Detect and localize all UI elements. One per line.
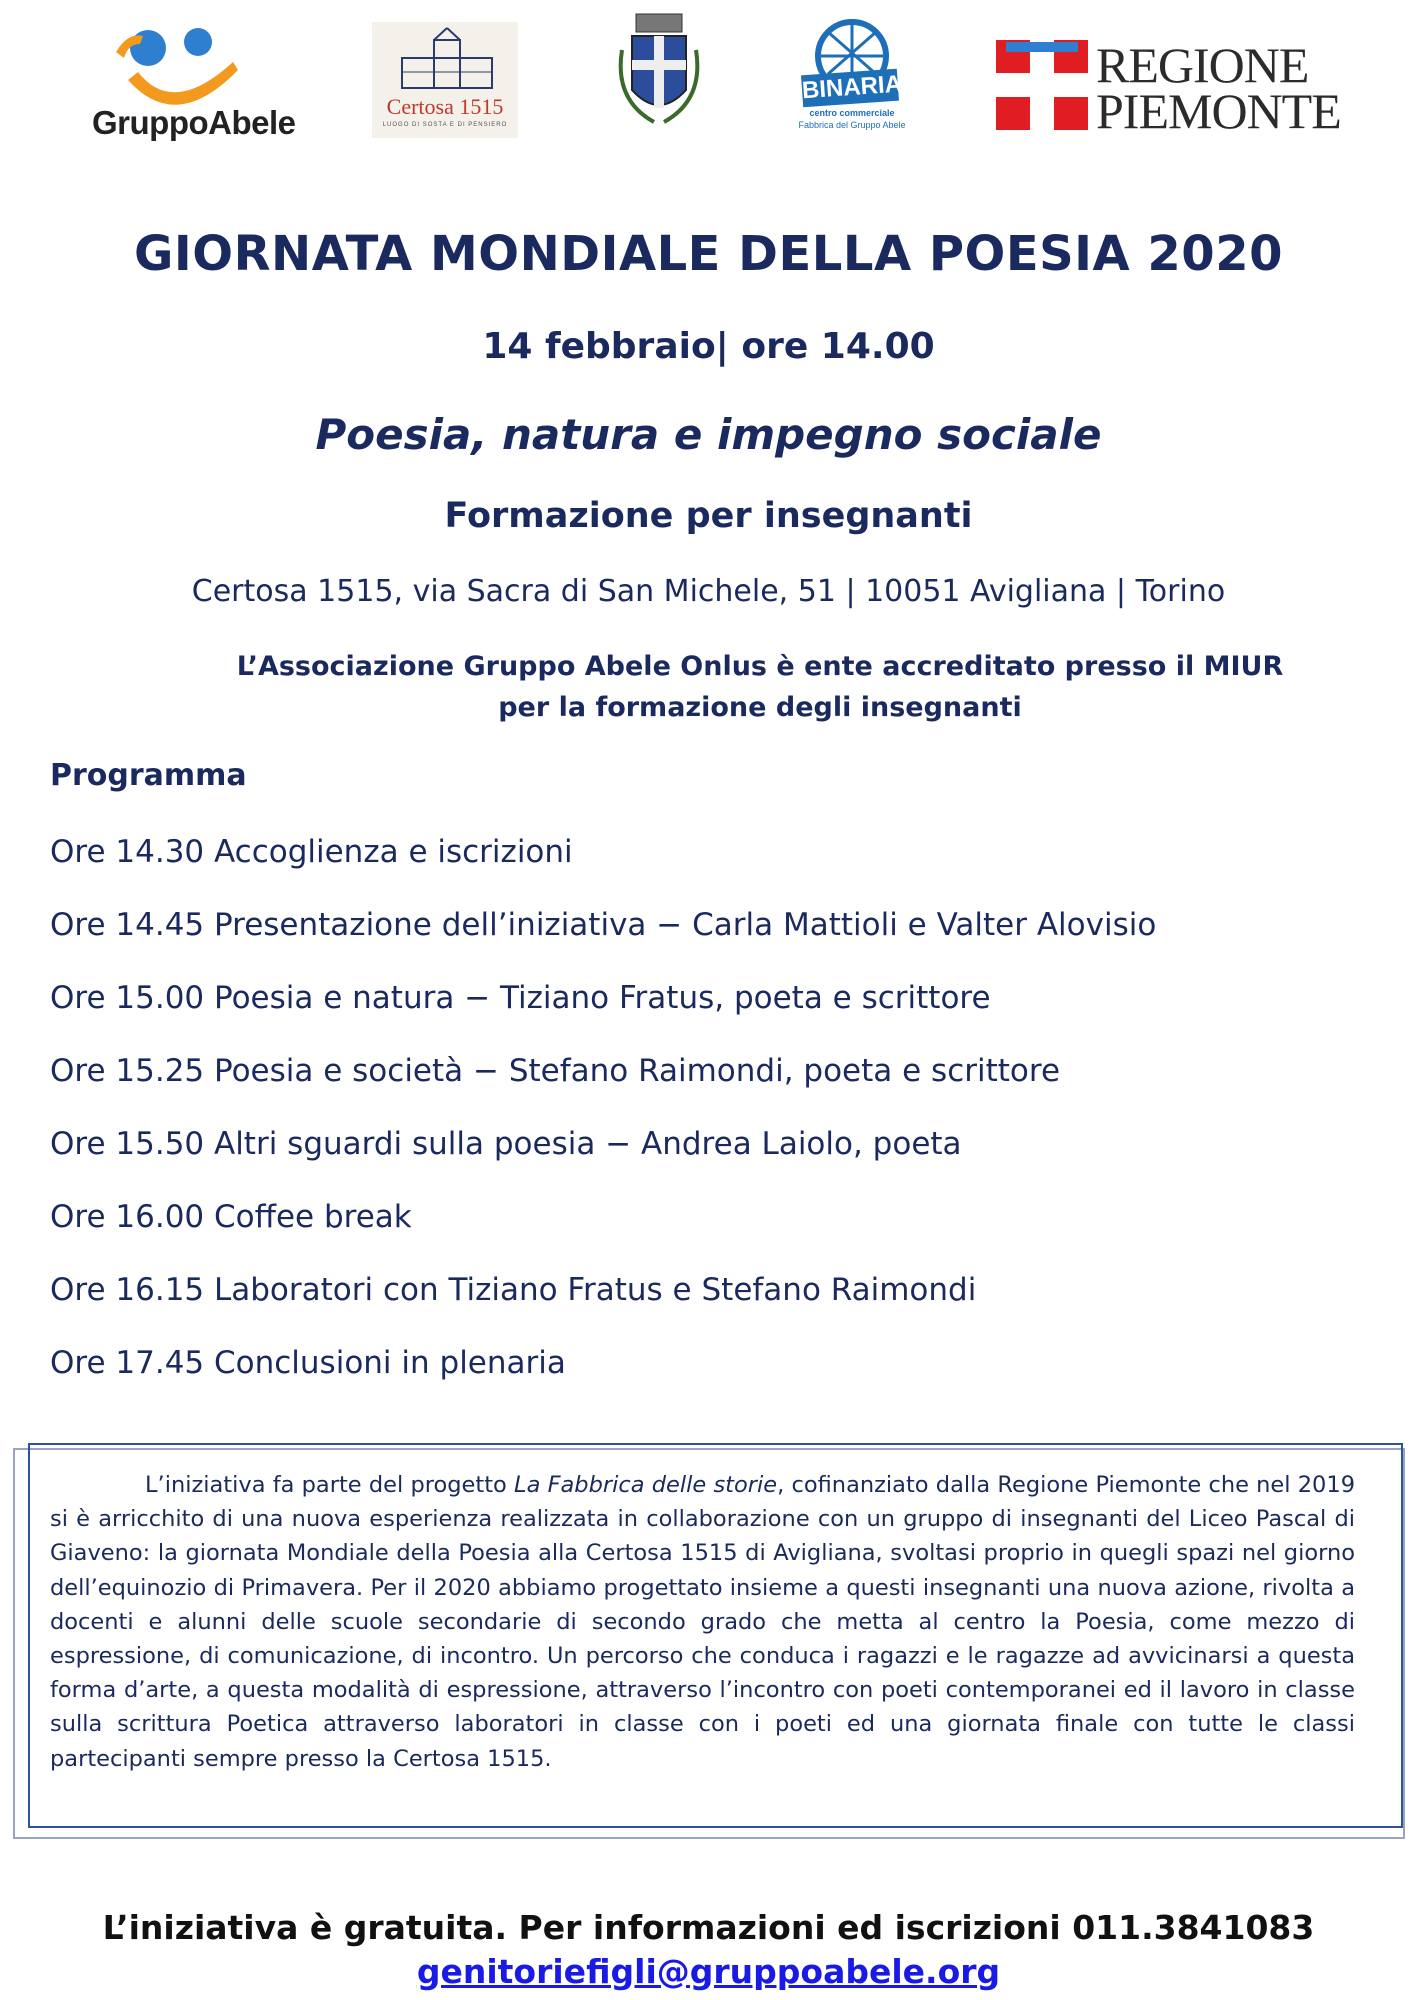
avigliana-crest-logo (614, 10, 704, 140)
binaria-subtitle: centro commerciale (809, 108, 895, 118)
binaria-wheel-icon (792, 16, 912, 76)
footer-info: L’iniziativa è gratuita. Per informazioni ed iscrizioni 011.3841083 (102, 1908, 1315, 1947)
event-address: Certosa 1515, via Sacra di San Michele, 51 | 10051 Avigliana | Torino (191, 574, 1226, 609)
binaria-subtitle-2: Fabbrica del Gruppo Abele (798, 120, 906, 130)
gruppo-abele-wordmark: GruppoAbele (92, 104, 296, 141)
contact-email[interactable]: genitoriefigli@gruppoabele.org (416, 1952, 1001, 1991)
certosa-tagline: LUOGO DI SOSTA E DI PENSIERO (382, 122, 508, 128)
piemonte-wordmark: PIEMONTE (1096, 83, 1341, 139)
programme-item: Ore 14.30 Accoglienza e iscrizioni (50, 834, 573, 870)
gruppo-abele-symbol-icon (88, 22, 308, 106)
certosa-logo (372, 22, 518, 138)
regione-piemonte-logo (996, 37, 1341, 139)
event-type: Formazione per insegnanti (444, 496, 973, 536)
gruppo-abele-logo (88, 22, 308, 142)
programme-title: Programma (50, 758, 247, 793)
accreditation-line-2: per la formazione degli insegnanti (498, 692, 1022, 723)
certosa-building-icon (372, 22, 518, 94)
programme-item: Ore 15.25 Poesia e società − Stefano Raimondi, poeta e scrittore (50, 1053, 1061, 1089)
coat-of-arms-icon (614, 10, 704, 140)
event-date: 14 febbraio| ore 14.00 (482, 326, 935, 367)
programme-item: Ore 17.45 Conclusioni in plenaria (50, 1345, 566, 1381)
programme-item: Ore 16.00 Coffee break (50, 1199, 412, 1235)
accreditation-line-1: L’Associazione Gruppo Abele Onlus è ente accreditato presso il MIUR (236, 651, 1284, 682)
certosa-wordmark: Certosa 1515 (386, 94, 504, 119)
piemonte-flag-icon (996, 40, 1088, 130)
regione-wordmark: REGIONE (1096, 37, 1309, 93)
page-title: GIORNATA MONDIALE DELLA POESIA 2020 (134, 226, 1283, 282)
programme-item: Ore 15.00 Poesia e natura − Tiziano Fratus, poeta e scrittore (50, 980, 991, 1016)
project-name: La Fabbrica delle storie (514, 1472, 778, 1498)
contact-email-link[interactable] (0, 1952, 1417, 1991)
project-description (50, 1468, 1355, 1776)
programme-item: Ore 15.50 Altri sguardi sulla poesia − Andrea Laiolo, poeta (50, 1126, 962, 1162)
binaria-logo (792, 16, 912, 136)
event-subtitle: Poesia, natura e impegno sociale (315, 410, 1102, 459)
binaria-wordmark: BINARIA (801, 69, 899, 108)
project-text-body: , cofinanziato dalla Regione Piemonte che nel 2019 si è arricchito di una nuova esperienza realizzata in collaborazione con un gruppo di insegnanti del Liceo Pascal di Giaveno: la giornata Mondiale della Poesia alla Certosa 1515 di Avigliana, svoltasi proprio in quegli spazi nel giorno dell’equinozio di Primavera. Per il 2020 abbiamo progettato insieme a questi insegnanti una nuova azione, rivolta a docenti e alunni delle scuole secondarie di secondo grado che metta al centro la Poesia, come mezzo di espressione, di comunicazione, di incontro. Un percorso che conduca i ragazzi e le ragazze ad avvicinarsi a questa forma d’arte, a questa modalità di espressione, attraverso l’incontro con poeti contemporanei ed il lavoro in classe sulla scrittura Poetica attraverso laboratori in classe con i poeti ed una giornata finale con tutte le classi partecipanti sempre presso la Certosa 1515. (50, 1472, 1356, 1772)
project-text-intro: L’iniziativa fa parte del progetto (145, 1472, 515, 1498)
programme-item: Ore 16.15 Laboratori con Tiziano Fratus e Stefano Raimondi (50, 1272, 977, 1308)
programme-item: Ore 14.45 Presentazione dell’iniziativa − Carla Mattioli e Valter Alovisio (50, 907, 1157, 943)
accreditation-note (160, 646, 1360, 728)
